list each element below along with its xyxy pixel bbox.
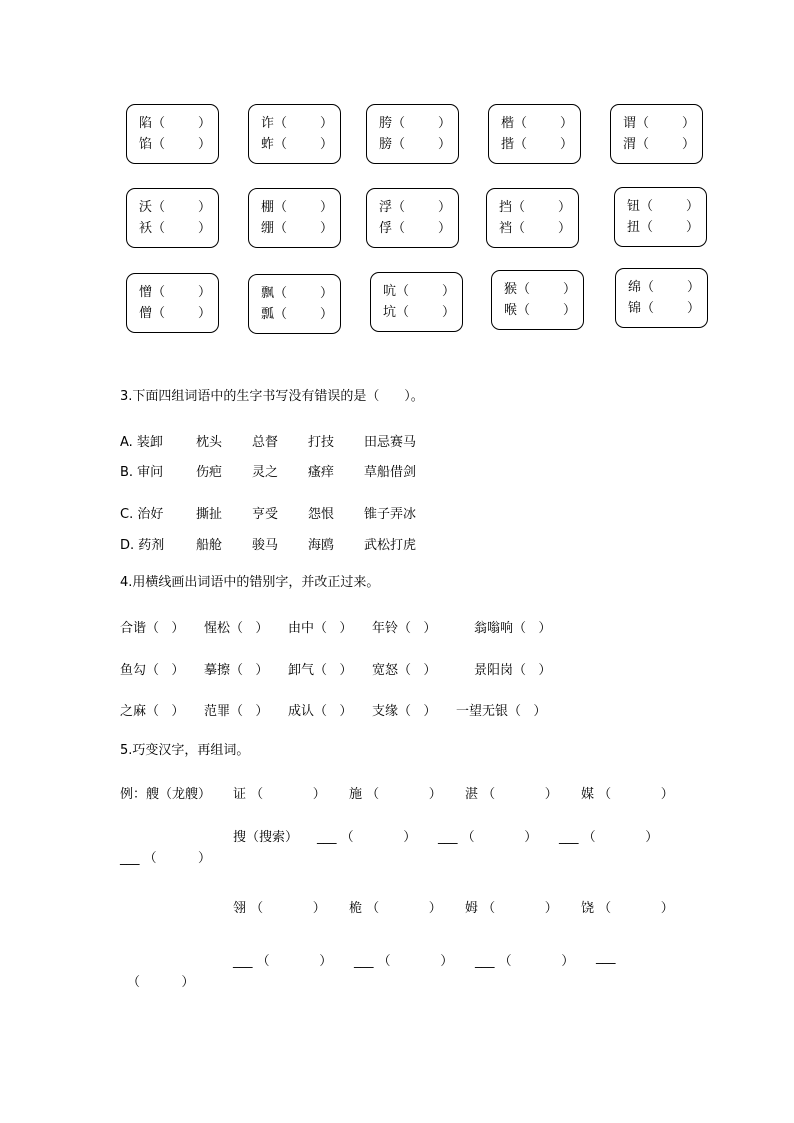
char-pair-top: 陷（ ） [139, 116, 212, 131]
option-word: 草船借剑 [364, 465, 417, 480]
char-blank: 姆 （ ） [465, 901, 558, 916]
char-box-1 [126, 104, 219, 164]
option-word: D. 药剂 [120, 538, 165, 553]
char-blank: ___ （ ） [317, 830, 417, 845]
char-box-14 [491, 270, 584, 330]
option-word: 撕扯 [196, 507, 223, 522]
char-box-13 [370, 272, 463, 332]
char-pair-top: 诈（ ） [261, 116, 334, 131]
word-item: 惺松（ ） [204, 621, 269, 636]
char-pair-top: 棚（ ） [261, 200, 334, 215]
char-pair-bottom: 瓢（ ） [261, 307, 334, 322]
char-blank: 媒 （ ） [581, 787, 674, 802]
option-word: 海鸥 [308, 538, 335, 553]
char-box-12 [248, 274, 341, 334]
char-box-10 [614, 187, 707, 247]
example-text: 例：艘（龙艘） [120, 787, 212, 802]
example-text: 搜（搜索） [233, 830, 299, 845]
char-box-7 [248, 188, 341, 248]
char-blank: ___ （ ） [559, 830, 659, 845]
char-pair-bottom: 膀（ ） [379, 137, 452, 152]
char-pair-bottom: 裆（ ） [499, 221, 572, 236]
char-blank: 饶 （ ） [581, 901, 674, 916]
char-box-8 [366, 188, 459, 248]
option-word: 船舱 [196, 538, 223, 553]
word-item: 范罪（ ） [204, 704, 269, 719]
char-pair-top: 钮（ ） [627, 199, 700, 214]
char-box-15 [615, 268, 708, 328]
question-4-title: 4.用横线画出词语中的错别字，并改正过来。 [120, 575, 380, 590]
char-pair-bottom: 坑（ ） [383, 305, 456, 320]
char-pair-top: 绵（ ） [628, 280, 701, 295]
char-pair-top: 沃（ ） [139, 200, 212, 215]
option-word: 亨受 [252, 507, 279, 522]
option-word: C. 治好 [120, 507, 164, 522]
char-blank: （ ） [127, 975, 195, 990]
char-box-11 [126, 273, 219, 333]
option-word: 枕头 [196, 435, 223, 450]
char-box-6 [126, 188, 219, 248]
option-word: 总督 [252, 435, 279, 450]
option-word: 灵之 [252, 465, 279, 480]
char-box-2 [248, 104, 341, 164]
char-blank: 证 （ ） [233, 787, 326, 802]
char-pair-top: 浮（ ） [379, 200, 452, 215]
option-word: 武松打虎 [364, 538, 417, 553]
char-pair-bottom: 渭（ ） [623, 137, 696, 152]
word-item: 由中（ ） [288, 621, 353, 636]
word-item: 成认（ ） [288, 704, 353, 719]
char-pair-top: 楷（ ） [501, 116, 574, 131]
char-pair-top: 挡（ ） [499, 200, 572, 215]
word-item: 摹擦（ ） [204, 663, 269, 678]
option-word: A. 装卸 [120, 435, 163, 450]
char-blank: 翎 （ ） [233, 901, 326, 916]
option-word: 伤疤 [196, 465, 223, 480]
char-pair-top: 猴（ ） [504, 282, 577, 297]
char-pair-bottom: 蚱（ ） [261, 137, 334, 152]
word-item: 支缘（ ） [372, 704, 437, 719]
word-item: 合谐（ ） [120, 621, 185, 636]
word-item: 宽怒（ ） [372, 663, 437, 678]
char-blank: ___ （ ） [438, 830, 538, 845]
char-pair-bottom: 俘（ ） [379, 221, 452, 236]
char-pair-bottom: 锦（ ） [628, 301, 701, 316]
char-blank: ___ （ ） [233, 954, 333, 969]
char-pair-bottom: 绷（ ） [261, 221, 334, 236]
char-pair-bottom: 揩（ ） [501, 137, 574, 152]
char-pair-top: 憎（ ） [139, 285, 212, 300]
char-blank: ___ （ ） [475, 954, 575, 969]
char-pair-top: 谓（ ） [623, 116, 696, 131]
char-box-4 [488, 104, 581, 164]
option-word: 骏马 [252, 538, 279, 553]
question-5-title: 5.巧变汉字，再组词。 [120, 743, 250, 758]
char-box-5 [610, 104, 703, 164]
option-word: 田忌赛马 [364, 435, 417, 450]
char-blank: ___ [596, 950, 616, 965]
word-item: 鱼勾（ ） [120, 663, 185, 678]
char-box-9 [486, 188, 579, 248]
question-3-title: 3.下面四组词语中的生字书写没有错误的是（ ）。 [120, 389, 424, 404]
char-pair-top: 飘（ ） [261, 286, 334, 301]
option-word: 打技 [308, 435, 335, 450]
option-word: B. 审问 [120, 465, 164, 480]
char-box-3 [366, 104, 459, 164]
option-word: 锥子弄冰 [364, 507, 417, 522]
word-item: 一望无银（ ） [456, 704, 547, 719]
char-blank: 湛 （ ） [465, 787, 558, 802]
char-pair-top: 胯（ ） [379, 116, 452, 131]
char-pair-bottom: 扭（ ） [627, 220, 700, 235]
word-item: 年铃（ ） [372, 621, 437, 636]
char-blank: 桅 （ ） [349, 901, 442, 916]
option-word: 怨恨 [308, 507, 335, 522]
char-pair-bottom: 馅（ ） [139, 137, 212, 152]
word-item: 卸气（ ） [288, 663, 353, 678]
char-pair-bottom: 袄（ ） [139, 221, 212, 236]
word-item: 景阳岗（ ） [474, 663, 552, 678]
char-blank: ___ （ ） [120, 851, 211, 866]
char-pair-top: 吭（ ） [383, 284, 456, 299]
char-blank: ___ （ ） [354, 954, 454, 969]
word-item: 之麻（ ） [120, 704, 185, 719]
option-word: 瘙痒 [308, 465, 335, 480]
char-pair-bottom: 喉（ ） [504, 303, 577, 318]
char-pair-bottom: 僧（ ） [139, 306, 212, 321]
char-blank: 施 （ ） [349, 787, 442, 802]
word-item: 翁嗡响（ ） [474, 621, 552, 636]
